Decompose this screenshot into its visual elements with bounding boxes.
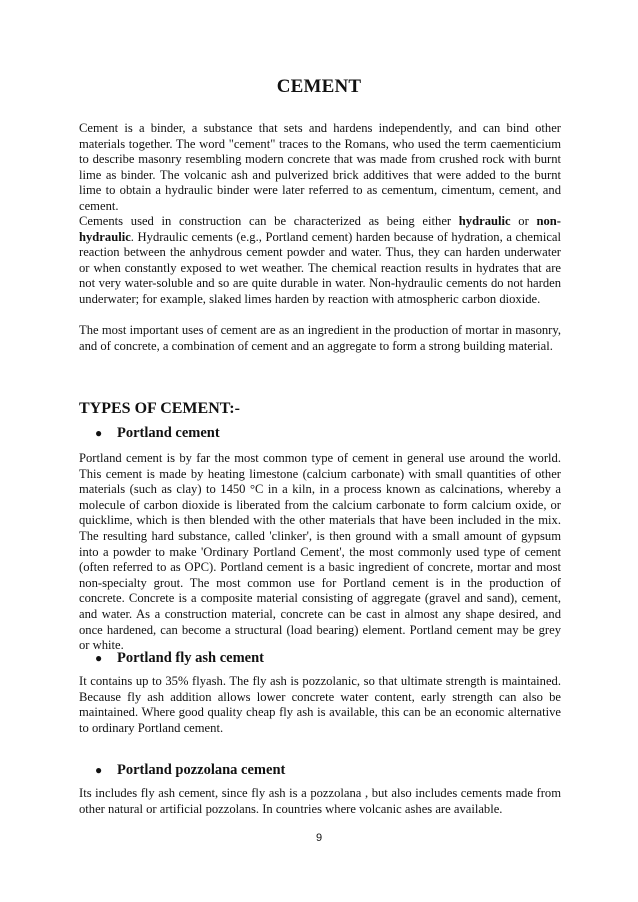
intro-paragraph-3: The most important uses of cement are as an ingredient in the production of mortar in masonry, and of concrete, a combination of cement and an aggregate to form a strong building material. — [79, 323, 561, 353]
type-heading-label: Portland cement — [117, 425, 220, 441]
types-heading: TYPES OF CEMENT:- — [79, 400, 240, 417]
type-heading-fly-ash — [95, 650, 264, 667]
intro-paragraph-2-rest: . Hydraulic cements (e.g., Portland cement) harden because of hydration, a chemical reaction between the anhydrous cement powder and water. Thus, they can harden underwater or when constantly exposed to wet weather. The chemical reaction results in hydrates that are not very water-soluble and so are quite durable in water. Non-hydraulic cements do not harden underwater; for example, slaked limes harden by reaction with atmospheric carbon dioxide. — [79, 229, 561, 306]
type-heading-label: Portland pozzolana cement — [117, 762, 286, 778]
hydraulic-term: hydraulic — [458, 214, 511, 228]
intro-paragraph-2-start: Cements used in construction can be characterized as being either — [79, 214, 459, 228]
type-text-fly-ash: It contains up to 35% flyash. The fly ash is pozzolanic, so that ultimate strength is maintained. Because fly ash addition allows lower concrete water content, early strength can also be maintained. Where good quality cheap fly ash is available, this can be an economic alternative to ordinary Portland cement. — [79, 674, 561, 735]
page-title: CEMENT — [276, 76, 362, 97]
type-heading-label: Portland fly ash cement — [117, 650, 264, 666]
intro-paragraph-1: Cement is a binder, a substance that sets and hardens independently, and can bind other materials together. The word "cement" traces to the Romans, who used the term caementicium to describe masonry resembling modern concrete that was made from crushed rock with burnt lime as binder. The volcanic ash and pulverized brick additives that were added to the burnt lime to obtain a hydraulic binder were later referred to as cementum, cimentum, cement, and cement. — [79, 121, 561, 213]
type-text-pozzolana: Its includes fly ash cement, since fly ash is a pozzolana , but also includes cements made from other natural or artificial pozzolans. In countries where volcanic ashes are available. — [79, 786, 561, 816]
type-heading-portland — [95, 425, 220, 442]
type-text-portland: Portland cement is by far the most common type of cement in general use around the world. This cement is made by heating limestone (calcium carbonate) with small quantities of other materials (such as clay) to 1450 °C in a kiln, in a process known as calcinations, whereby a molecule of carbon dioxide is liberated from the calcium carbonate to form calcium oxide, or quicklime, which is then blended with the other materials that have been included in the mix. The resulting hard substance, called 'clinker', is then ground with a small amount of gypsum into a powder to make 'Ordinary Portland Cement', the most commonly used type of cement (often referred to as OPC). Portland cement is a basic ingredient of concrete, mortar and most non-specialty grout. The most common use for Portland cement is in the production of concrete. Concrete is a composite material consisting of aggregate (gravel and sand), cement, and water. As a construction material, concrete can be cast in almost any shape desired, and once hardened, can become a structural (load bearing) element. Portland cement may be grey or white. — [79, 451, 561, 653]
bullet-icon: ● — [95, 763, 103, 777]
bullet-icon: ● — [95, 426, 103, 440]
intro-paragraph-2 — [79, 214, 561, 308]
page-number: 9 — [315, 832, 323, 844]
non-hydraulic-term: non-hydraulic — [79, 214, 561, 244]
bullet-icon: ● — [95, 651, 103, 665]
type-heading-pozzolana — [95, 762, 285, 779]
intro-paragraph-2-or: or — [510, 214, 537, 228]
